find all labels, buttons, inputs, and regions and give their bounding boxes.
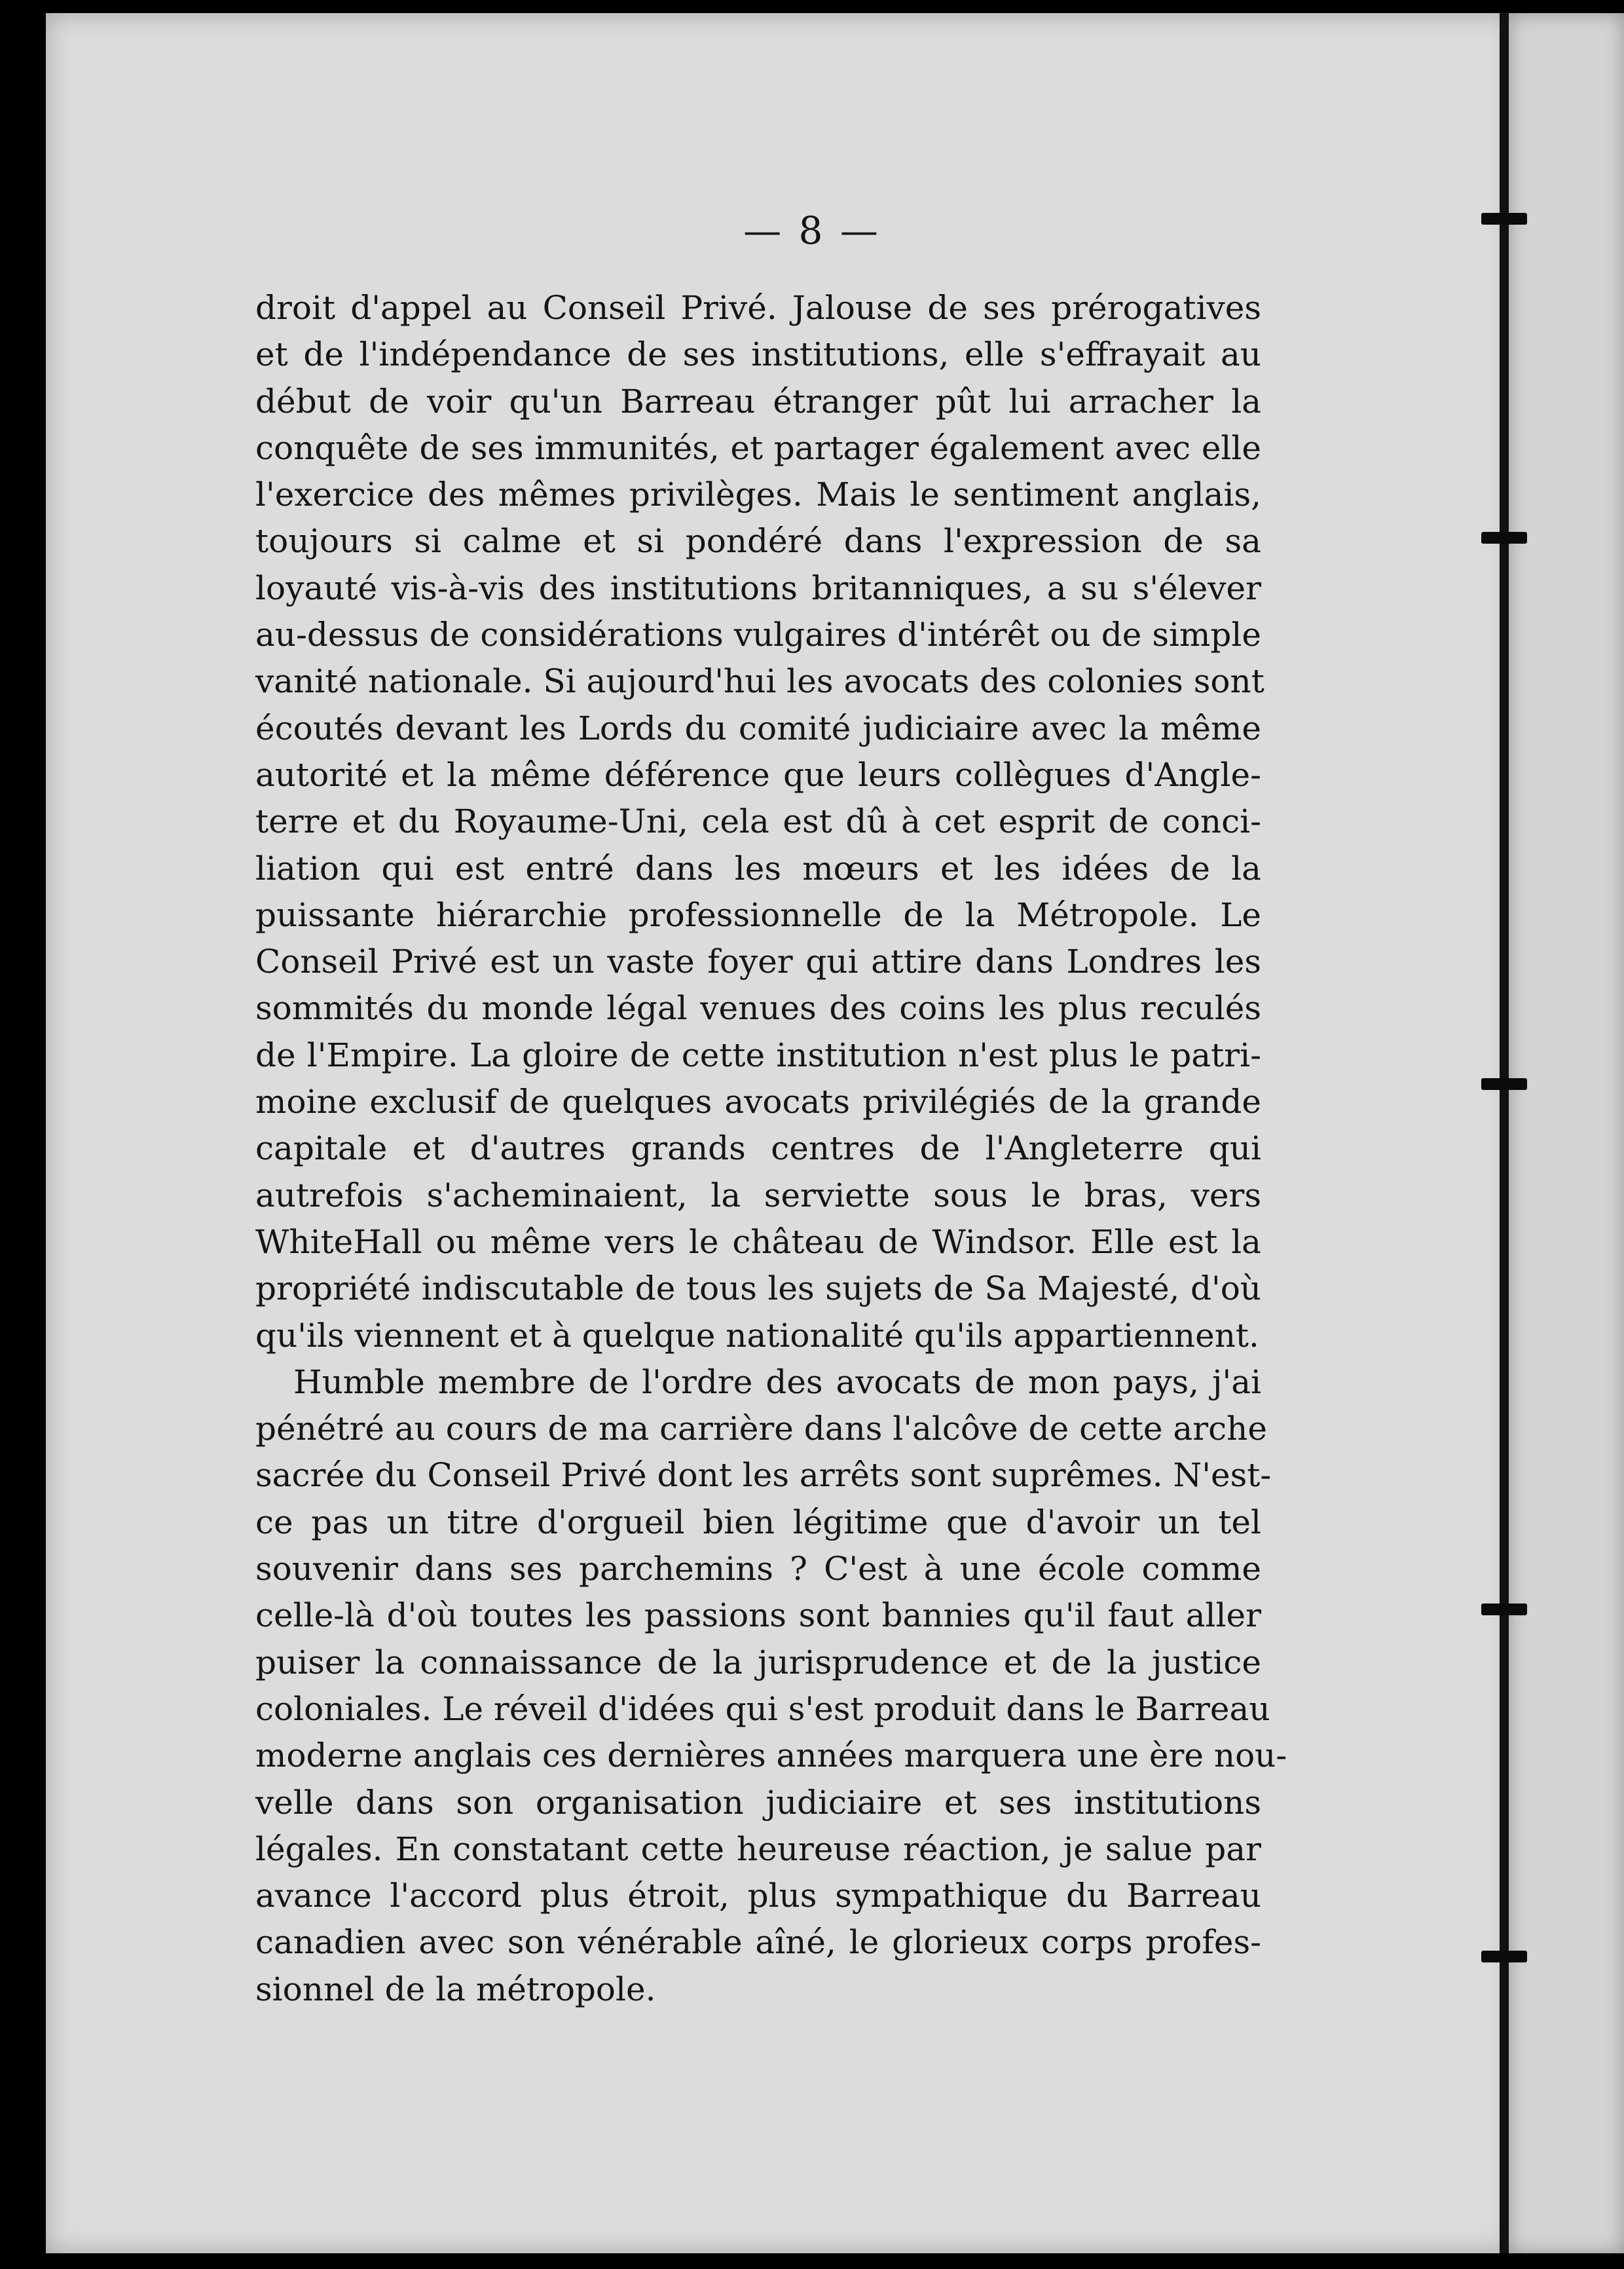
text-line: au-dessus de considérations vulgaires d'intérêt ou de simple — [255, 616, 1261, 654]
facing-page-edge — [1509, 13, 1624, 2253]
text-line: écoutés devant les Lords du comité judiciaire avec la même — [255, 709, 1261, 747]
text-line: l'exercice des mêmes privilèges. Mais le sentiment anglais, — [255, 476, 1261, 514]
text-line: légales. En constatant cette heureuse réaction, je salue par — [255, 1829, 1261, 1868]
text-line: Humble membre de l'ordre des avocats de mon pays, j'ai — [293, 1362, 1261, 1401]
text-line: et de l'indépendance de ses institutions, elle s'effrayait au — [255, 335, 1261, 374]
text-line: propriété indiscutable de tous les sujets de Sa Majesté, d'où — [255, 1269, 1261, 1308]
text-line: conquête de ses immunités, et partager également avec elle — [255, 428, 1261, 467]
text-line: puissante hiérarchie professionnelle de la Métropole. Le — [255, 895, 1261, 934]
text-line: canadien avec son vénérable aîné, le glorieux corps profes- — [255, 1923, 1261, 1962]
text-line: qu'ils viennent et à quelque nationalité qu'ils appartiennent. — [255, 1316, 1259, 1355]
text-line: début de voir qu'un Barreau étranger pût lui arracher la — [255, 382, 1261, 421]
body-text — [255, 285, 1287, 2013]
page-number: — 8 — — [743, 208, 881, 253]
binding-stitch — [1481, 532, 1527, 544]
text-line: souvenir dans ses parchemins ? C'est à une école comme — [255, 1550, 1261, 1588]
text-line: autrefois s'acheminaient, la serviette sous le bras, vers — [255, 1176, 1261, 1214]
text-line: puiser la connaissance de la jurisprudence et de la justice — [255, 1643, 1261, 1681]
paragraph-1 — [255, 285, 1264, 1359]
book-spine — [1500, 13, 1509, 2253]
text-line: de l'Empire. La gloire de cette institution n'est plus le patri- — [255, 1036, 1261, 1074]
text-line: coloniales. Le réveil d'idées qui s'est produit dans le Barreau — [255, 1689, 1270, 1728]
text-line: ce pas un titre d'orgueil bien légitime que d'avoir un tel — [255, 1503, 1261, 1541]
binding-stitch — [1481, 1078, 1527, 1090]
text-line: moderne anglais ces dernières années marquera une ère nou- — [255, 1736, 1287, 1775]
text-line: droit d'appel au Conseil Privé. Jalouse de ses prérogatives — [255, 289, 1261, 327]
text-line: sionnel de la métropole. — [255, 1970, 656, 2008]
binding-stitch — [1481, 1603, 1527, 1615]
text-line: velle dans son organisation judiciaire et ses institutions — [255, 1783, 1261, 1822]
text-line: Conseil Privé est un vaste foyer qui attire dans Londres les — [255, 943, 1261, 981]
text-line: autorité et la même déférence que leurs collègues d'Angle- — [255, 755, 1261, 794]
text-line: capitale et d'autres grands centres de l'Angleterre qui — [255, 1129, 1261, 1168]
text-line: avance l'accord plus étroit, plus sympathique du Barreau — [255, 1877, 1261, 1915]
text-line: liation qui est entré dans les mœurs et les idées de la — [255, 849, 1261, 888]
text-line: terre et du Royaume-Uni, cela est dû à cet esprit de conci- — [255, 802, 1261, 841]
text-line: pénétré au cours de ma carrière dans l'alcôve de cette arche — [255, 1410, 1267, 1448]
text-line: sacrée du Conseil Privé dont les arrêts sont suprêmes. N'est- — [255, 1456, 1272, 1495]
paragraph-2 — [255, 1359, 1287, 2013]
text-line: moine exclusif de quelques avocats privilégiés de la grande — [255, 1083, 1261, 1121]
text-line: celle-là d'où toutes les passions sont bannies qu'il faut aller — [255, 1596, 1261, 1635]
text-line: sommités du monde légal venues des coins les plus reculés — [255, 989, 1261, 1028]
text-line: vanité nationale. Si aujourd'hui les avocats des colonies sont — [255, 662, 1264, 701]
text-line: WhiteHall ou même vers le château de Windsor. Elle est la — [255, 1222, 1261, 1261]
binding-stitch — [1481, 1951, 1527, 1962]
text-line: toujours si calme et si pondéré dans l'expression de sa — [255, 522, 1261, 561]
text-line: loyauté vis-à-vis des institutions britanniques, a su s'élever — [255, 569, 1261, 607]
